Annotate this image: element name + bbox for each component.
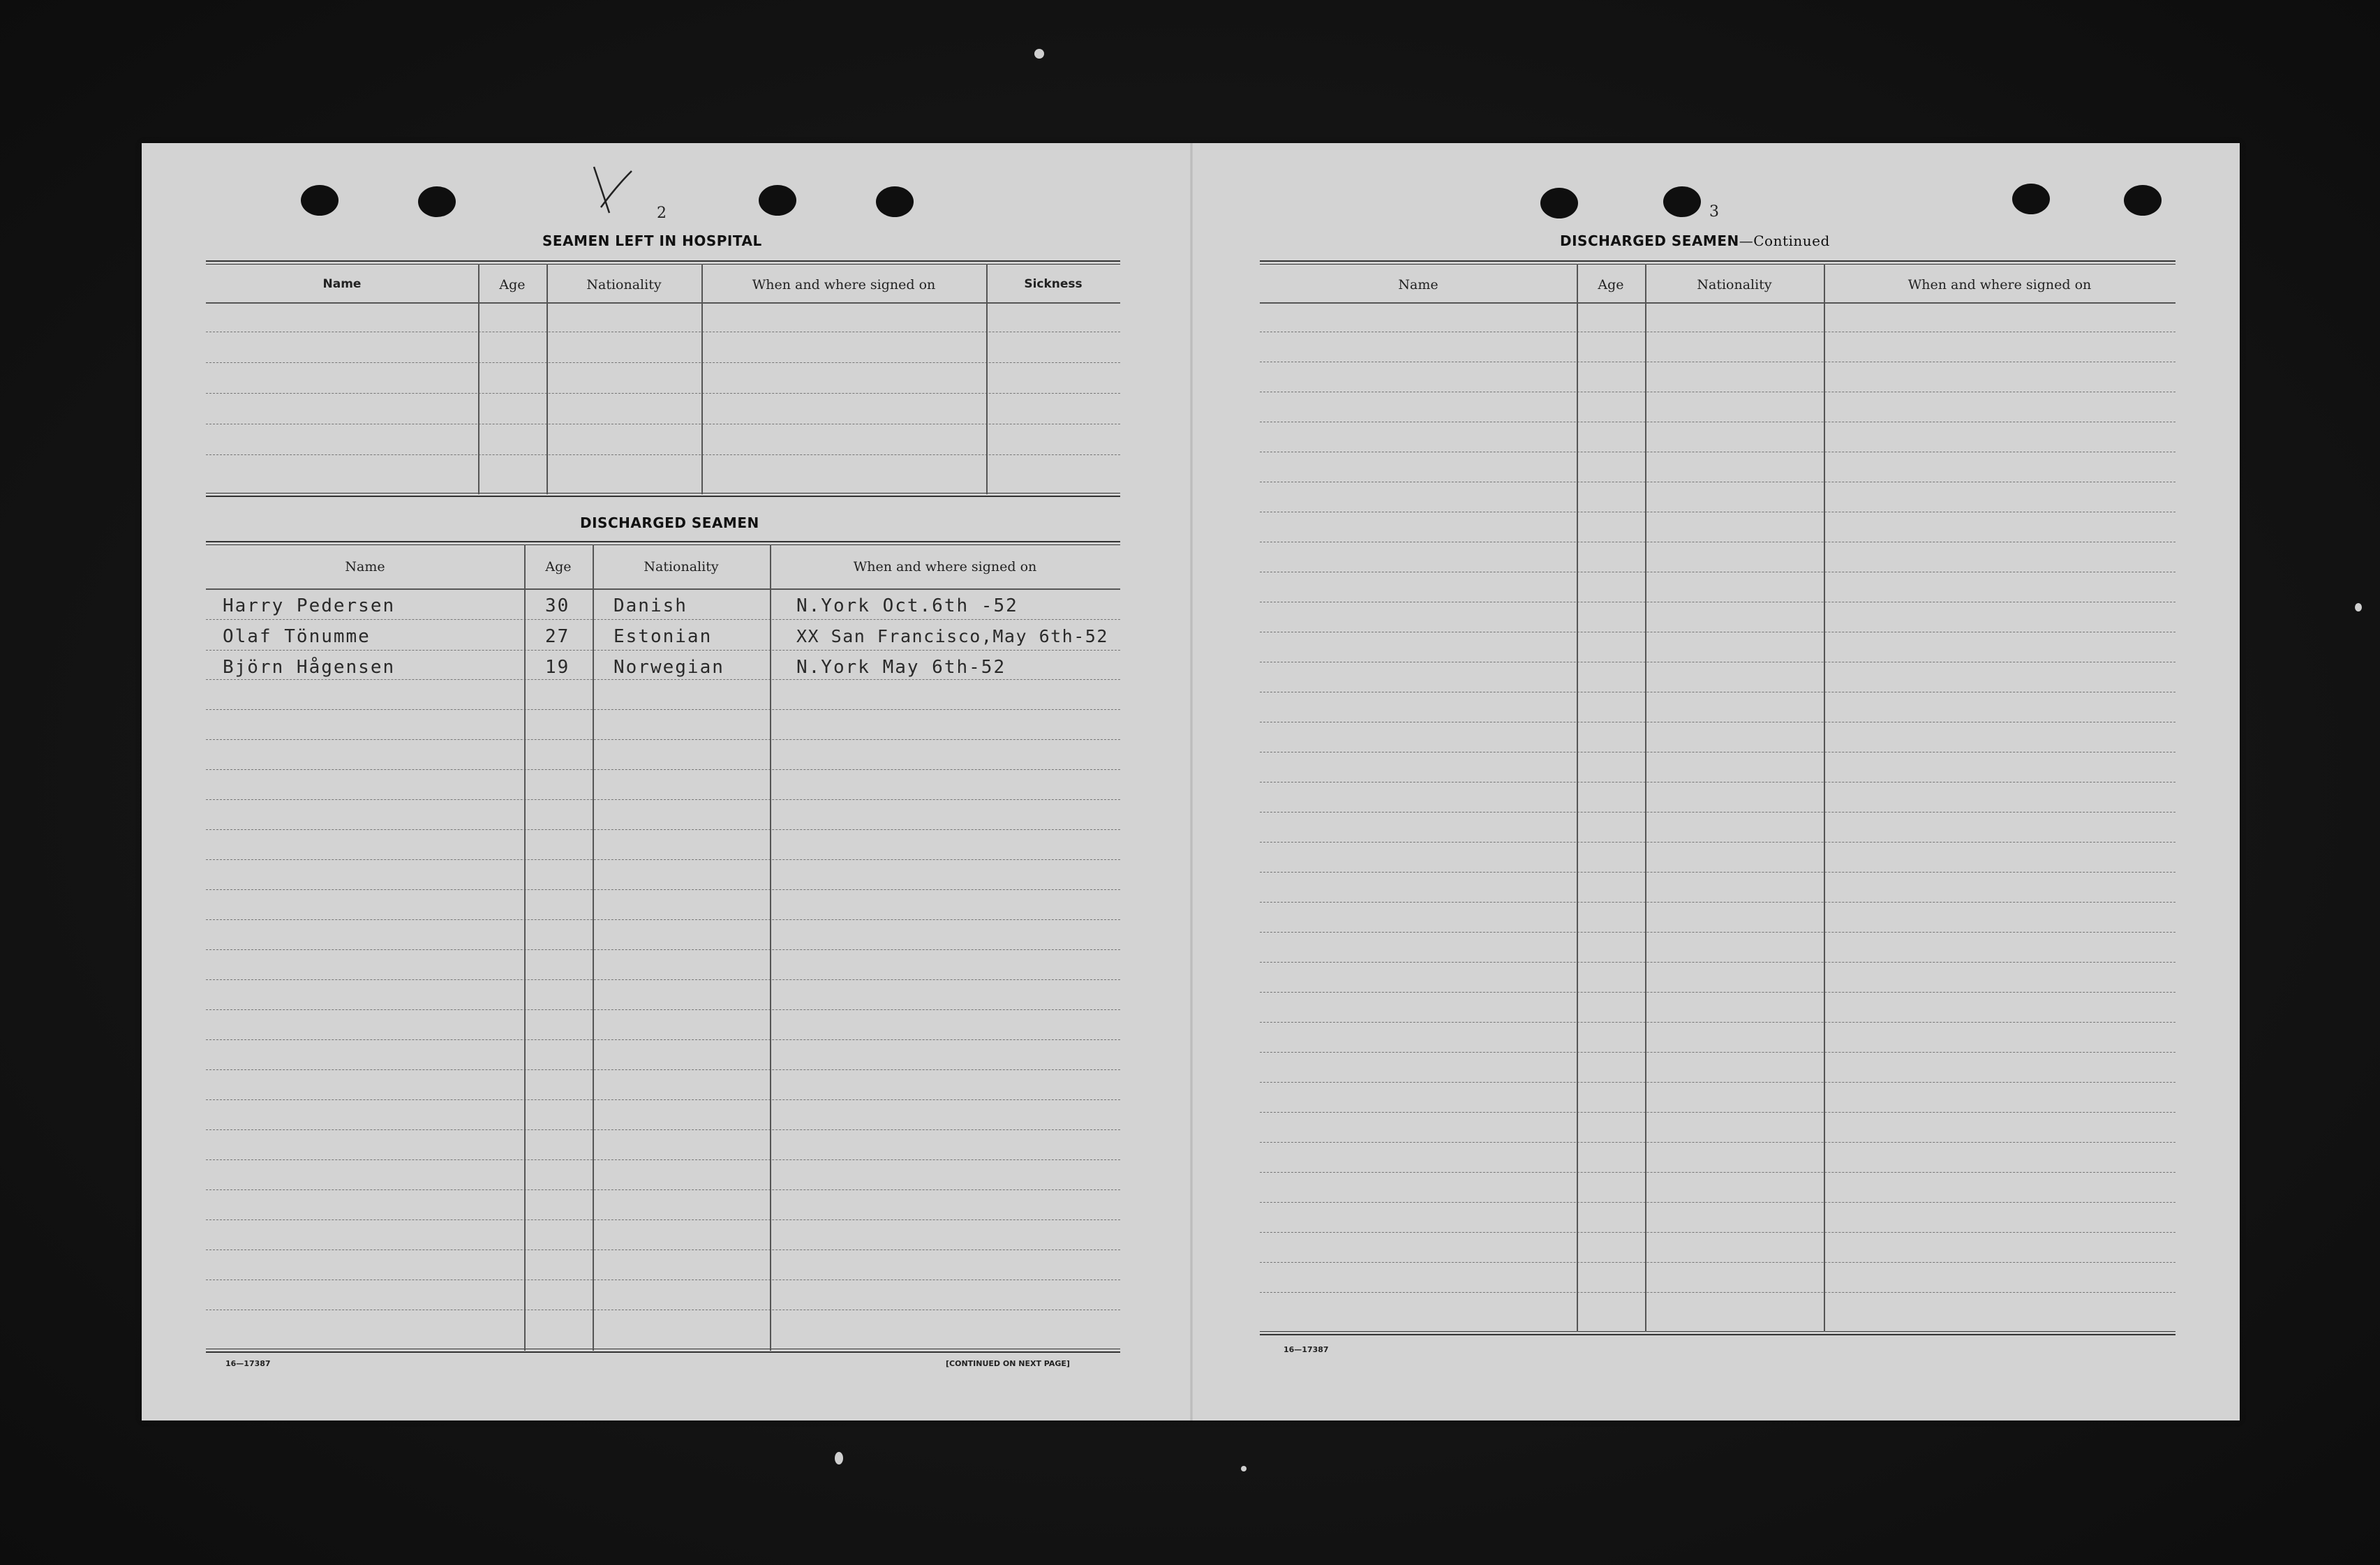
handwritten-x-mark (581, 158, 644, 221)
continued-col-name: Name (1398, 277, 1438, 292)
seaman-age: 19 (545, 657, 570, 678)
punch-hole (1540, 188, 1578, 218)
discharged-continued-title (1560, 232, 1830, 249)
punch-hole (759, 185, 796, 216)
continued-note: [CONTINUED ON NEXT PAGE] (946, 1359, 1070, 1368)
continued-col-nationality: Nationality (1697, 277, 1772, 292)
discharged-col-signed-on: When and where signed on (853, 559, 1037, 574)
seaman-nationality: Danish (613, 595, 687, 616)
punch-hole (2124, 185, 2162, 216)
discharged-table (206, 541, 1120, 1356)
hospital-col-age: Age (499, 277, 526, 292)
seaman-name: Olaf Tönumme (223, 626, 371, 647)
page-number-right: 3 (1709, 203, 1719, 221)
punch-hole (301, 185, 339, 216)
discharged-col-age: Age (545, 559, 572, 574)
page-number-left: 2 (657, 205, 667, 222)
form-number-right: 16—17387 (1284, 1345, 1329, 1354)
page-fold (1190, 143, 1193, 1421)
hospital-table-title: SEAMEN LEFT IN HOSPITAL (542, 232, 762, 249)
continued-col-signed-on: When and where signed on (1907, 277, 2092, 292)
discharged-col-name: Name (345, 559, 385, 574)
dust-speck (1241, 1466, 1247, 1471)
seaman-age: 30 (545, 595, 570, 616)
continued-col-age: Age (1598, 277, 1624, 292)
punch-hole (418, 186, 456, 217)
seaman-nationality: Estonian (613, 626, 713, 647)
dust-speck (1034, 49, 1044, 59)
discharged-continued-table (1260, 260, 2176, 1341)
ledger-sheet (142, 143, 2240, 1421)
seaman-signed-on: N.York Oct.6th -52 (796, 595, 1018, 616)
seaman-signed-on: XX San Francisco,May 6th-52 (796, 626, 1108, 646)
punch-hole (876, 186, 914, 217)
punch-hole (2012, 184, 2050, 214)
seaman-name: Harry Pedersen (223, 595, 396, 616)
continued-suffix: —Continued (1739, 232, 1830, 249)
seaman-signed-on: N.York May 6th-52 (796, 657, 1006, 678)
hospital-table (206, 260, 1120, 499)
discharged-col-nationality: Nationality (644, 559, 719, 574)
hospital-col-signed-on: When and where signed on (752, 277, 936, 292)
form-number-left: 16—17387 (225, 1359, 271, 1368)
hospital-col-sickness: Sickness (1024, 277, 1083, 291)
dust-speck (2355, 603, 2362, 611)
discharged-table-title: DISCHARGED SEAMEN (580, 514, 759, 531)
dust-speck (835, 1452, 843, 1464)
seaman-nationality: Norwegian (613, 657, 724, 678)
seaman-age: 27 (545, 626, 570, 647)
discharged-continued-title-main: DISCHARGED SEAMEN (1560, 232, 1739, 249)
punch-hole (1663, 186, 1701, 217)
seaman-name: Björn Hågensen (223, 657, 396, 678)
hospital-col-name: Name (322, 277, 362, 291)
hospital-col-nationality: Nationality (586, 277, 662, 292)
